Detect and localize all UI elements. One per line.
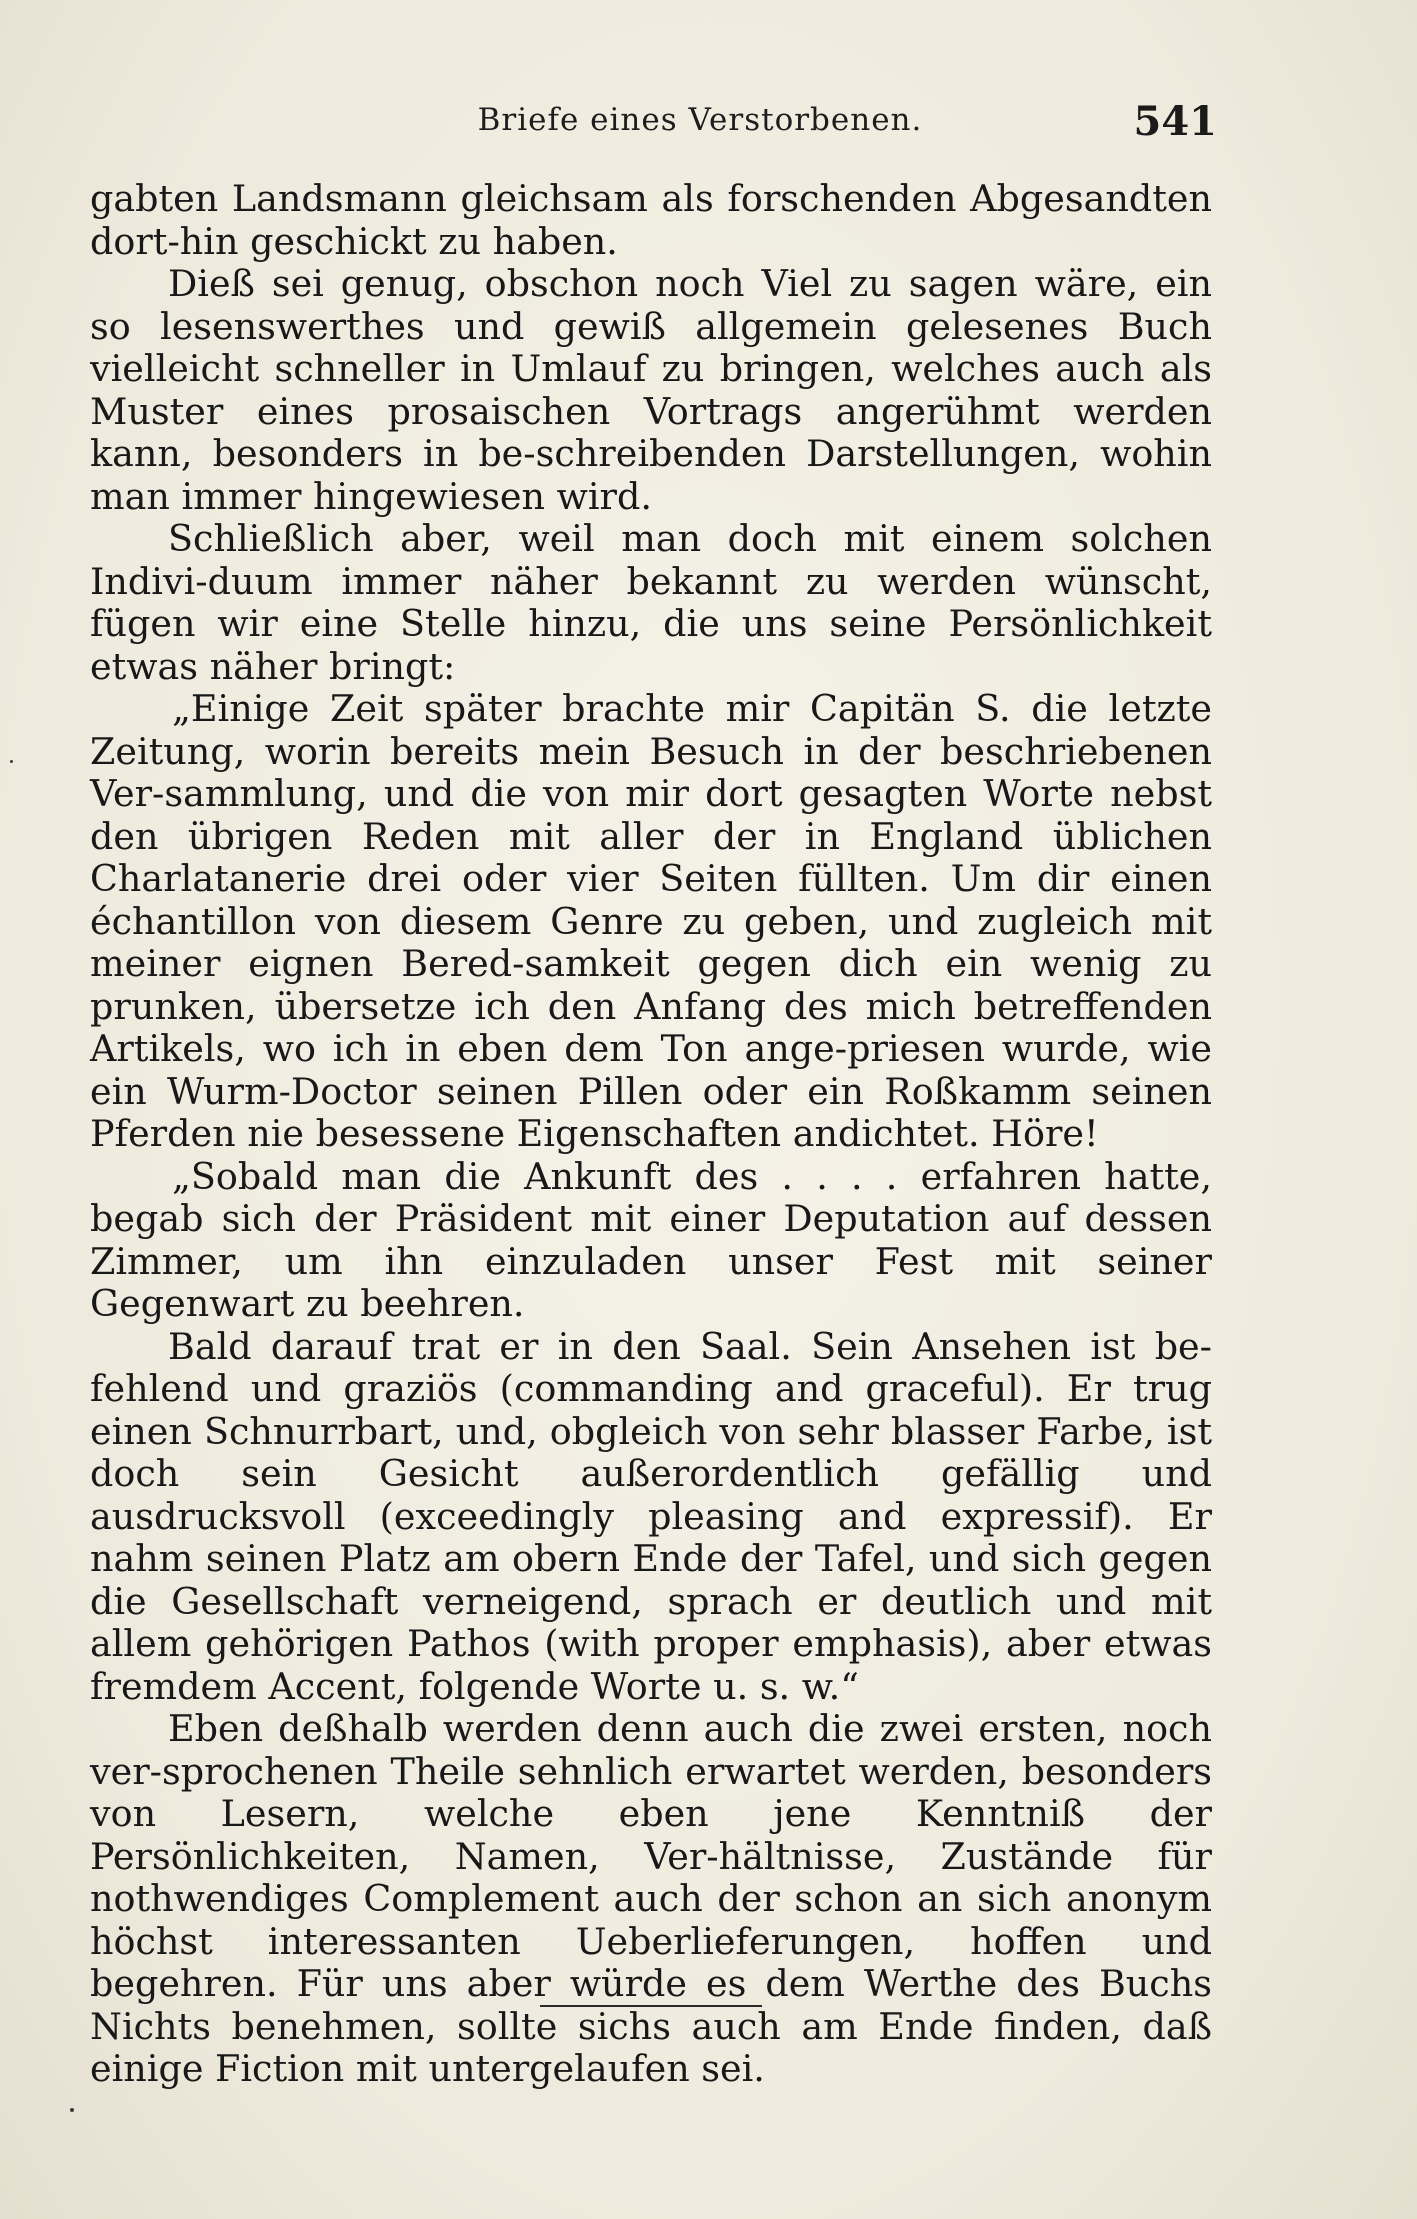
paper-speck <box>10 760 13 763</box>
quoted-paragraph: Bald darauf trat er in den Saal. Sein Ansehen ist be-fehlend und graziös (commanding and graceful). Er trug einen Schnurrbart, und, obgleich von sehr blasser Farbe, ist doch sein Gesicht außerordentlich gefällig und ausdrucksvoll (exceedingly pleasing and expressif). Er nahm seinen Platz am obern Ende der Tafel, und sich gegen die Gesellschaft verneigend, sprach er deutlich und mit allem gehörigen Pathos (with proper emphasis), aber etwas fremdem Accent, folgende Worte u. s. w.“ <box>90 1324 1212 1708</box>
paper-speck <box>70 2108 74 2112</box>
paragraph: Schließlich aber, weil man doch mit einem solchen Indivi-duum immer näher bekannt zu werden wünscht, fügen wir eine Stelle hinzu, die uns seine Persönlichkeit etwas näher bringt: <box>90 517 1212 688</box>
paragraph: Eben deßhalb werden denn auch die zwei ersten, noch ver-sprochenen Theile sehnlich erwartet werden, besonders von Lesern, welche eben jene Kenntniß der Persönlichkeiten, Namen, Ver-hältnisse, Zustände für nothwendiges Complement auch der schon an sich anonym höchst interessanten Ueberlieferungen, hoffen und begehren. Für uns aber würde es dem Werthe des Buchs Nichts benehmen, sollte sichs auch am Ende finden, daß einige Fiction mit untergelaufen sei. <box>90 1707 1212 2090</box>
quoted-paragraph: „Einige Zeit später brachte mir Capitän S. die letzte Zeitung, worin bereits mein Besuch in der beschriebenen Ver-sammlung, und die von mir dort gesagten Worte nebst den übrigen Reden mit aller der in England üblichen Charlatanerie drei oder vier Seiten füllten. Um dir einen échantillon von diesem Genre zu geben, und zugleich mit meiner eignen Bered-samkeit gegen dich ein wenig zu prunken, übersetze ich den Anfang des mich betreffenden Artikels, wo ich in eben dem Ton ange-priesen wurde, wie ein Wurm-Doctor seinen Pillen oder ein Roßkamm seinen Pferden nie besessene Eigenschaften andichtet. Höre! <box>90 687 1212 1155</box>
page-number: 541 <box>1133 98 1217 145</box>
end-rule-divider <box>540 2005 762 2007</box>
paragraph-continuation: gabten Landsmann gleichsam als forschenden Abgesandten dort-hin geschickt zu haben. <box>90 177 1212 263</box>
paragraph: Dieß sei genug, obschon noch Viel zu sagen wäre, ein so lesenswerthes und gewiß allgemein gelesenes Buch vielleicht schneller in Umlauf zu bringen, welches auch als Muster eines prosaischen Vortrags angerühmt werden kann, besonders in be-schreibenden Darstellungen, wohin man immer hingewiesen wird. <box>90 262 1212 518</box>
quoted-paragraph: „Sobald man die Ankunft des . . . . erfahren hatte, begab sich der Präsident mit einer Deputation auf dessen Zimmer, um ihn einzuladen unser Fest mit seiner Gegenwart zu beehren. <box>90 1154 1212 1325</box>
body-text <box>90 178 1212 2091</box>
running-title: Briefe eines Verstorbenen. <box>477 102 923 138</box>
